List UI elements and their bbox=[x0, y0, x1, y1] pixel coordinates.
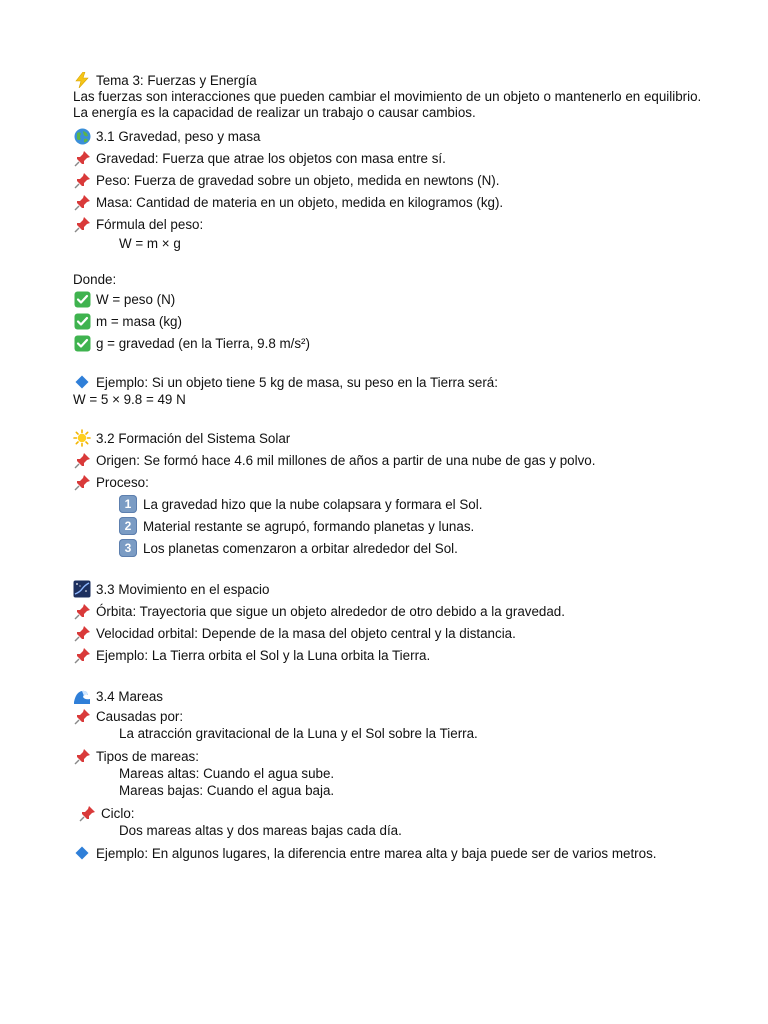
example-text: Ejemplo: En algunos lugares, la diferencia entre marea alta y baja puede ser de varios metros. bbox=[96, 845, 657, 861]
section-heading-3-2 bbox=[73, 427, 713, 449]
pushpin-icon bbox=[78, 804, 96, 822]
page-title: Tema 3: Fuerzas y Energía bbox=[96, 72, 257, 88]
section-heading-3-1 bbox=[73, 125, 713, 147]
list-item-text: m = masa (kg) bbox=[96, 313, 182, 329]
wave-icon bbox=[73, 687, 91, 705]
step-number-badge: 1 bbox=[119, 495, 137, 513]
pushpin-icon bbox=[73, 215, 91, 233]
formula: W = m × g bbox=[119, 236, 181, 251]
donde-label: Donde: bbox=[73, 272, 117, 287]
example-text: Ejemplo: Si un objeto tiene 5 kg de masa, su peso en la Tierra será: bbox=[96, 374, 498, 390]
list-item bbox=[73, 471, 713, 493]
list-item bbox=[73, 804, 713, 822]
pushpin-icon bbox=[73, 602, 91, 620]
section-title: 3.1 Gravedad, peso y masa bbox=[96, 128, 261, 144]
globe-icon bbox=[73, 127, 91, 145]
list-item-text: Fórmula del peso: bbox=[96, 216, 204, 232]
example-line bbox=[73, 844, 713, 862]
detail-text: Mareas altas: Cuando el agua sube. bbox=[119, 766, 335, 781]
list-item-text: Ejemplo: La Tierra orbita el Sol y la Luna orbita la Tierra. bbox=[96, 647, 431, 663]
list-item-text: Velocidad orbital: Depende de la masa del objeto central y la distancia. bbox=[96, 625, 516, 641]
pushpin-icon bbox=[73, 193, 91, 211]
step-number-badge: 3 bbox=[119, 539, 137, 557]
detail-text: La atracción gravitacional de la Luna y el Sol sobre la Tierra. bbox=[119, 726, 478, 741]
section-title: 3.3 Movimiento en el espacio bbox=[96, 581, 270, 597]
step-text: Material restante se agrupó, formando planetas y lunas. bbox=[143, 518, 475, 534]
blue-diamond-icon bbox=[73, 844, 91, 862]
list-item-text: Causadas por: bbox=[96, 708, 184, 724]
section-heading-3-4 bbox=[73, 685, 713, 707]
step-text: Los planetas comenzaron a orbitar alrededor del Sol. bbox=[143, 540, 458, 556]
step-item bbox=[73, 515, 713, 537]
list-item-text: Órbita: Trayectoria que sigue un objeto alrededor de otro debido a la gravedad. bbox=[96, 603, 565, 619]
list-item bbox=[73, 600, 713, 622]
detail-text: Mareas bajas: Cuando el agua baja. bbox=[119, 783, 335, 798]
section-title: 3.2 Formación del Sistema Solar bbox=[96, 430, 291, 446]
pushpin-icon bbox=[73, 747, 91, 765]
pushpin-icon bbox=[73, 624, 91, 642]
step-text: La gravedad hizo que la nube colapsara y formara el Sol. bbox=[143, 496, 483, 512]
list-item-text: Gravedad: Fuerza que atrae los objetos con masa entre sí. bbox=[96, 150, 446, 166]
pushpin-icon bbox=[73, 707, 91, 725]
pushpin-icon bbox=[73, 171, 91, 189]
step-number-badge: 2 bbox=[119, 517, 137, 535]
document-page bbox=[73, 71, 713, 862]
pushpin-icon bbox=[73, 646, 91, 664]
pushpin-icon bbox=[73, 451, 91, 469]
list-item bbox=[73, 147, 713, 169]
list-item-text: Tipos de mareas: bbox=[96, 748, 199, 764]
pushpin-icon bbox=[73, 473, 91, 491]
step-item bbox=[73, 537, 713, 559]
list-item bbox=[73, 644, 713, 666]
pushpin-icon bbox=[73, 149, 91, 167]
list-item bbox=[73, 332, 713, 354]
list-item-text: Ciclo: bbox=[101, 805, 135, 821]
check-mark-icon bbox=[73, 290, 91, 308]
list-item bbox=[73, 622, 713, 644]
list-item bbox=[73, 449, 713, 471]
intro-paragraph: Las fuerzas son interacciones que pueden cambiar el movimiento de un objeto o mantenerlo en equilibrio. La energía es la capacidad de realizar un trabajo o causar cambios. bbox=[73, 89, 702, 120]
lightning-icon bbox=[73, 71, 91, 89]
list-item bbox=[73, 310, 713, 332]
list-item-text: Origen: Se formó hace 4.6 mil millones de años a partir de una nube de gas y polvo. bbox=[96, 452, 596, 468]
example-line bbox=[73, 373, 713, 391]
list-item-text: Masa: Cantidad de materia en un objeto, medida en kilogramos (kg). bbox=[96, 194, 504, 210]
step-item bbox=[73, 493, 713, 515]
list-item-text: Peso: Fuerza de gravedad sobre un objeto, medida en newtons (N). bbox=[96, 172, 500, 188]
list-item bbox=[73, 747, 713, 765]
section-title: 3.4 Mareas bbox=[96, 688, 163, 704]
list-item-text: W = peso (N) bbox=[96, 291, 176, 307]
section-heading-3-3 bbox=[73, 578, 713, 600]
list-item bbox=[73, 288, 713, 310]
night-sky-icon bbox=[73, 580, 91, 598]
title-line bbox=[73, 71, 713, 89]
blue-diamond-icon bbox=[73, 373, 91, 391]
check-mark-icon bbox=[73, 312, 91, 330]
list-item-text: Proceso: bbox=[96, 474, 149, 490]
sun-icon bbox=[73, 429, 91, 447]
detail-text: Dos mareas altas y dos mareas bajas cada día. bbox=[119, 823, 402, 838]
list-item bbox=[73, 707, 713, 725]
list-item bbox=[73, 191, 713, 213]
example-result: W = 5 × 9.8 = 49 N bbox=[73, 392, 186, 407]
check-mark-icon bbox=[73, 334, 91, 352]
list-item-text: g = gravedad (en la Tierra, 9.8 m/s²) bbox=[96, 335, 310, 351]
list-item bbox=[73, 213, 713, 235]
list-item bbox=[73, 169, 713, 191]
